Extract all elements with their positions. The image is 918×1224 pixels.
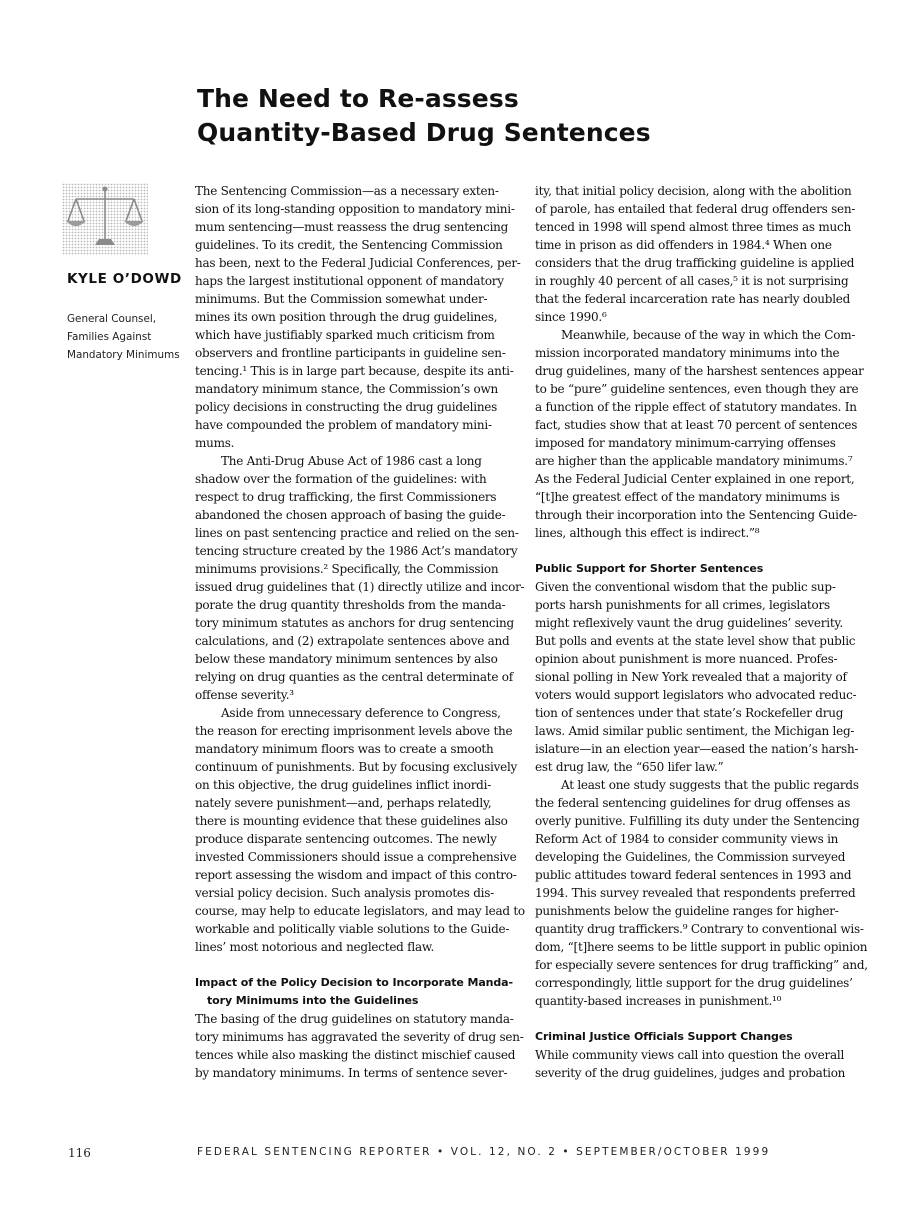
body-column-left: [195, 182, 525, 1082]
body-column-right: [535, 182, 868, 1082]
body-text-line: minimums provisions.² Specifically, the Commission: [195, 562, 499, 576]
body-text-line: through their incorporation into the Sentencing Guide-: [535, 508, 857, 522]
section-heading-line: Public Support for Shorter Sentences: [535, 562, 764, 575]
body-text-line: there is mounting evidence that these guidelines also: [195, 814, 508, 828]
body-text-line: have compounded the problem of mandatory mini-: [195, 418, 492, 432]
body-text-line: drug guidelines, many of the harshest sentences appear: [535, 364, 864, 378]
body-text-line: time in prison as did offenders in 1984.⁴ When one: [535, 238, 832, 252]
author-name: KYLE O’DOWD: [67, 271, 182, 287]
body-text-line: tencing.¹ This is in large part because, despite its anti-: [195, 364, 514, 378]
body-text-line: public attitudes toward federal sentences in 1993 and: [535, 868, 852, 882]
body-text-line: mines its own position through the drug guidelines,: [195, 310, 498, 324]
body-text-line: Aside from unnecessary deference to Congress,: [221, 706, 501, 720]
body-text-line: for especially severe sentences for drug trafficking” and,: [535, 958, 868, 972]
body-text-line: imposed for mandatory minimum-carrying offenses: [535, 436, 836, 450]
body-text-line: issued drug guidelines that (1) directly utilize and incor-: [195, 580, 525, 594]
body-text-line: ity, that initial policy decision, along with the abolition: [535, 184, 852, 198]
body-text-line: tion of sentences under that state’s Rockefeller drug: [535, 706, 844, 720]
title-line-1: The Need to Re-assess: [197, 84, 519, 113]
body-text-line: tenced in 1998 will spend almost three times as much: [535, 220, 851, 234]
body-text-line: The basing of the drug guidelines on statutory manda-: [195, 1012, 514, 1026]
title-line-2: Quantity-Based Drug Sentences: [197, 118, 651, 147]
body-text-line: But polls and events at the state level show that public: [535, 634, 856, 648]
body-text-line: opinion about punishment is more nuanced. Profes-: [535, 652, 838, 666]
body-text-line: The Sentencing Commission—as a necessary exten-: [195, 184, 499, 198]
body-text-line: tencing structure created by the 1986 Act’s mandatory: [195, 544, 518, 558]
body-text-line: produce disparate sentencing outcomes. The newly: [195, 832, 497, 846]
article-title: [197, 82, 651, 150]
body-text-line: abandoned the chosen approach of basing the guide-: [195, 508, 506, 522]
body-text-line: est drug law, the “650 lifer law.”: [535, 760, 724, 774]
body-text-line: sion of its long-standing opposition to mandatory mini-: [195, 202, 515, 216]
section-heading-line: Criminal Justice Officials Support Changes: [535, 1030, 793, 1043]
body-text-line: “[t]he greatest effect of the mandatory minimums is: [535, 490, 840, 504]
body-text-line: which have justifiably sparked much criticism from: [195, 328, 495, 342]
body-text-line: sional polling in New York revealed that a majority of: [535, 670, 847, 684]
body-text-line: mandatory minimum floors was to create a smooth: [195, 742, 494, 756]
section-heading-line: Impact of the Policy Decision to Incorporate Manda-: [195, 976, 513, 989]
body-text-line: 1994. This survey revealed that respondents preferred: [535, 886, 856, 900]
page-number: 116: [68, 1146, 91, 1160]
body-text-line: workable and politically viable solutions to the Guide-: [195, 922, 510, 936]
body-text-line: quantity drug traffickers.⁹ Contrary to conventional wis-: [535, 922, 864, 936]
body-text-line: At least one study suggests that the public regards: [561, 778, 859, 792]
body-text-line: of parole, has entailed that federal drug offenders sen-: [535, 202, 856, 216]
body-text-line: a function of the ripple effect of statutory mandates. In: [535, 400, 857, 414]
body-text-line: invested Commissioners should issue a comprehensive: [195, 850, 517, 864]
body-text-line: mission incorporated mandatory minimums into the: [535, 346, 840, 360]
affiliation-line-2: Families Against: [67, 331, 152, 343]
body-text-line: minimums. But the Commission somewhat under-: [195, 292, 488, 306]
body-text-line: dom, “[t]here seems to be little support in public opinion: [535, 940, 868, 954]
body-text-line: The Anti-Drug Abuse Act of 1986 cast a long: [221, 454, 482, 468]
body-text-line: voters would support legislators who advocated reduc-: [535, 688, 857, 702]
body-text-line: shadow over the formation of the guidelines: with: [195, 472, 487, 486]
body-text-line: considers that the drug trafficking guideline is applied: [535, 256, 855, 270]
body-text-line: overly punitive. Fulfilling its duty under the Sentencing: [535, 814, 860, 828]
body-text-line: course, may help to educate legislators, and may lead to: [195, 904, 525, 918]
body-text-line: tory minimums has aggravated the severity of drug sen-: [195, 1030, 524, 1044]
body-text-line: on this objective, the drug guidelines inflict inordi-: [195, 778, 492, 792]
section-heading-line: tory Minimums into the Guidelines: [207, 994, 419, 1007]
body-text-line: continuum of punishments. But by focusing exclusively: [195, 760, 518, 774]
body-text-line: Given the conventional wisdom that the public sup-: [535, 580, 836, 594]
body-text-line: the reason for erecting imprisonment levels above the: [195, 724, 513, 738]
body-text-line: below these mandatory minimum sentences by also: [195, 652, 498, 666]
body-text-line: fact, studies show that at least 70 percent of sentences: [535, 418, 858, 432]
author-affiliation: [67, 310, 180, 364]
body-text-line: islature—in an election year—eased the nation’s harsh-: [535, 742, 859, 756]
paragraph-spacer: [195, 956, 517, 974]
body-text-line: While community views call into question the overall: [535, 1048, 845, 1062]
body-text-line: As the Federal Judicial Center explained in one report,: [535, 472, 855, 486]
body-text-line: the federal sentencing guidelines for drug offenses as: [535, 796, 851, 810]
body-text-line: mum sentencing—must reassess the drug sentencing: [195, 220, 509, 234]
paragraph-spacer: [535, 542, 853, 560]
body-text-line: to be “pure” guideline sentences, even though they are: [535, 382, 859, 396]
body-text-line: respect to drug trafficking, the first Commissioners: [195, 490, 497, 504]
body-text-line: guidelines. To its credit, the Sentencing Commission: [195, 238, 503, 252]
body-text-line: correspondingly, little support for the drug guidelines’: [535, 976, 853, 990]
body-text-line: has been, next to the Federal Judicial Conferences, per-: [195, 256, 521, 270]
body-text-line: lines, although this effect is indirect.”⁸: [535, 526, 760, 540]
body-text-line: lines on past sentencing practice and relied on the sen-: [195, 526, 519, 540]
body-text-line: mums.: [195, 436, 235, 450]
body-text-line: quantity-based increases in punishment.¹⁰: [535, 994, 782, 1008]
affiliation-line-3: Mandatory Minimums: [67, 349, 180, 361]
body-text-line: porate the drug quantity thresholds from the manda-: [195, 598, 506, 612]
body-text-line: Reform Act of 1984 to consider community views in: [535, 832, 839, 846]
paragraph-spacer: [535, 1010, 853, 1028]
body-text-line: lines’ most notorious and neglected flaw.: [195, 940, 435, 954]
body-text-line: haps the largest institutional opponent of mandatory: [195, 274, 504, 288]
body-text-line: policy decisions in constructing the drug guidelines: [195, 400, 498, 414]
body-text-line: relying on drug quanties as the central determinate of: [195, 670, 513, 684]
body-text-line: Meanwhile, because of the way in which the Com-: [561, 328, 856, 342]
body-text-line: might reflexively vaunt the drug guidelines’ severity.: [535, 616, 843, 630]
body-text-line: calculations, and (2) extrapolate sentences above and: [195, 634, 510, 648]
journal-citation: FEDERAL SENTENCING REPORTER • VOL. 12, NO. 2 • SEPTEMBER/OCTOBER 1999: [197, 1146, 771, 1158]
body-text-line: that the federal incarceration rate has nearly doubled: [535, 292, 851, 306]
body-text-line: tory minimum statutes as anchors for drug sentencing: [195, 616, 514, 630]
body-text-line: laws. Amid similar public sentiment, the Michigan leg-: [535, 724, 855, 738]
body-text-line: developing the Guidelines, the Commission surveyed: [535, 850, 846, 864]
body-text-line: offense severity.³: [195, 688, 294, 702]
body-text-line: observers and frontline participants in guideline sen-: [195, 346, 506, 360]
scales-of-justice-icon: [62, 183, 148, 255]
body-text-line: severity of the drug guidelines, judges and probation: [535, 1066, 846, 1080]
body-text-line: punishments below the guideline ranges for higher-: [535, 904, 839, 918]
body-text-line: ports harsh punishments for all crimes, legislators: [535, 598, 830, 612]
affiliation-line-1: General Counsel,: [67, 313, 157, 325]
body-text-line: by mandatory minimums. In terms of sentence sever-: [195, 1066, 508, 1080]
body-text-line: are higher than the applicable mandatory minimums.⁷: [535, 454, 853, 468]
body-text-line: versial policy decision. Such analysis promotes dis-: [195, 886, 494, 900]
body-text-line: tences while also masking the distinct mischief caused: [195, 1048, 516, 1062]
body-text-line: report assessing the wisdom and impact of this contro-: [195, 868, 517, 882]
body-text-line: nately severe punishment—and, perhaps relatedly,: [195, 796, 492, 810]
body-text-line: in roughly 40 percent of all cases,⁵ it is not surprising: [535, 274, 849, 288]
body-text-line: since 1990.⁶: [535, 310, 607, 324]
body-text-line: mandatory minimum stance, the Commission’s own: [195, 382, 498, 396]
